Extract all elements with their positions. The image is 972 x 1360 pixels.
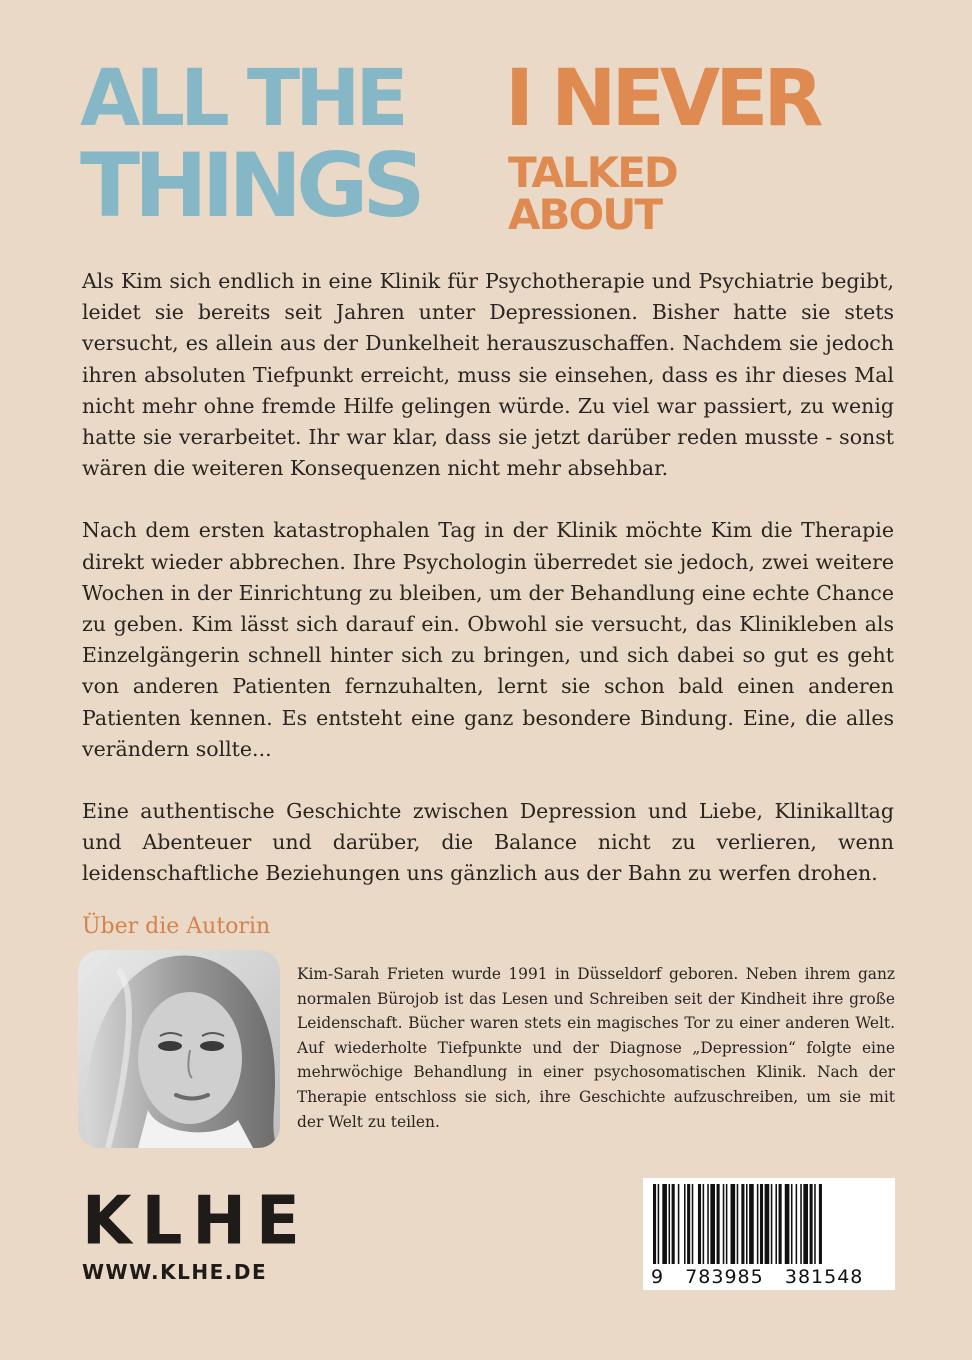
title-i-never: I NEVER	[505, 54, 819, 144]
title-all-the: ALL THE	[80, 54, 404, 144]
publisher-logo-block	[82, 1182, 310, 1284]
publisher-logo: KLHE	[82, 1182, 310, 1261]
title-about: ABOUT	[508, 190, 661, 239]
title-talked: TALKED	[508, 148, 677, 197]
blurb	[82, 266, 894, 921]
blurb-paragraph: Eine authentische Geschichte zwischen Depression und Liebe, Klinikalltag und Abenteuer und darüber, die Balance nicht zu verlieren, wenn leidenschaftliche Beziehungen uns gänzlich aus der Bahn zu werfen drohen.	[82, 799, 894, 886]
title-things: THINGS	[80, 134, 420, 237]
author-bio: Kim-Sarah Frieten wurde 1991 in Düsseldorf geboren. Neben ihrem ganz normalen Bürojob ist das Lesen und Schreiben seit der Kindheit ihre große Leidenschaft. Bücher waren stets ein magisches Tor zu einer anderen Welt. Auf wiederholte Tiefpunkte und der Diagnose „Depression“ folgte eine mehrwöchige Behandlung in einer psychosomatischen Klinik. Nach der Therapie entschloss sie sich, ihre Geschichte aufzuschreiben, um sie mit der Welt zu teilen.	[297, 965, 895, 1131]
publisher-url: WWW.KLHE.DE	[82, 1260, 268, 1284]
isbn-number: 9 783985 381548	[651, 1266, 864, 1288]
author-photo	[78, 950, 280, 1148]
about-author-heading: Über die Autorin	[82, 914, 271, 939]
blurb-paragraph: Als Kim sich endlich in eine Klinik für Psychotherapie und Psychiatrie begibt, leidet sie bereits seit Jahren unter Depressionen. Bisher hatte sie stets versucht, es allein aus der Dunkelheit herauszuschaffen. Nachdem sie jedoch ihren absoluten Tiefpunkt erreicht, muss sie einsehen, dass es ihr dieses Mal nicht mehr ohne fremde Hilfe gelingen würde. Zu viel war passiert, zu wenig hatte sie verarbeitet. Ihr war klar, dass sie jetzt darüber reden musste - sonst wären die weiteren Konsequenzen nicht mehr absehbar.	[82, 269, 894, 481]
isbn-barcode	[643, 1178, 895, 1290]
blurb-paragraph: Nach dem ersten katastrophalen Tag in der Klinik möchte Kim die Therapie direkt wieder abbrechen. Ihre Psychologin überredet sie jedoch, zwei weitere Wochen in der Einrichtung zu bleiben, um der Behandlung eine echte Chance zu geben. Kim lässt sich darauf ein. Obwohl sie versucht, das Klinikleben als Einzelgängerin schnell hinter sich zu bringen, und sich dabei so gut es geht von anderen Patienten fernzuhalten, lernt sie schon bald einen anderen Patienten kennen. Es entsteht eine ganz besondere Bindung. Eine, die alles verändern sollte...	[82, 518, 894, 761]
